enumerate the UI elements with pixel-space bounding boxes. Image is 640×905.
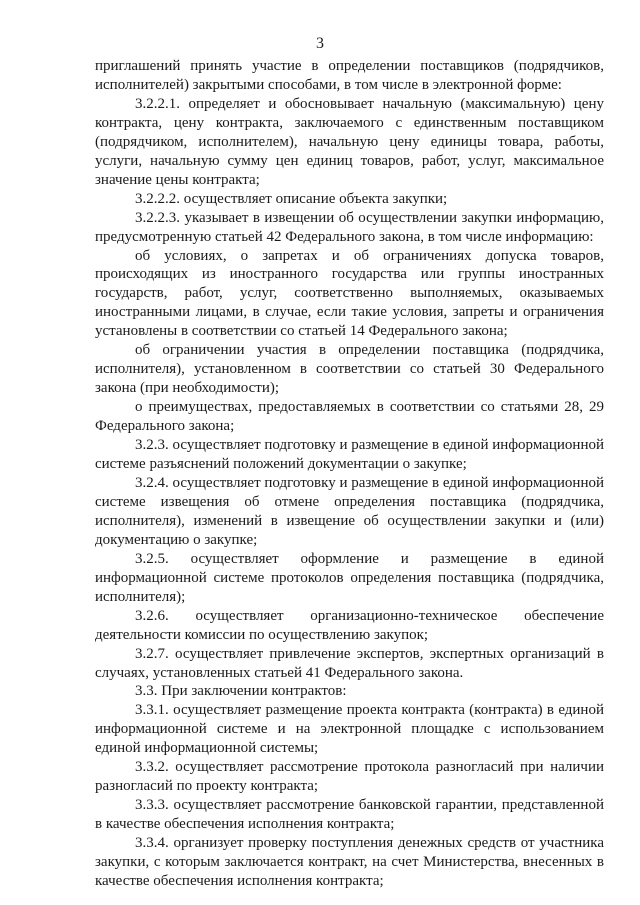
paragraph-3-2-2-2: 3.2.2.2. осуществляет описание объекта закупки; — [135, 190, 448, 207]
paragraph-advantages: о преимуществах, предоставляемых в соответствии со статьями 28, 29 Федерального закона; — [95, 399, 604, 435]
paragraph-3-2-4: 3.2.4. осуществляет подготовку и размещение в единой информационной системе извещения об отмене определения поставщика (подрядчика, исполнителя), изменений в извещение об осуществлении закупки и (или) документацию о закупке; — [95, 474, 604, 548]
paragraph-continuation: приглашений принять участие в определении поставщиков (подрядчиков, исполнителей) закрытыми способами, в том числе в электронной форме: — [95, 58, 604, 93]
paragraph-3-2-3: 3.2.3. осуществляет подготовку и размещение в единой информационной системе разъяснений положений документации о закупке; — [95, 437, 604, 473]
paragraph-3-2-5: 3.2.5. осуществляет оформление и размещение в единой информационной системе протоколов определения поставщика (подрядчика, исполнителя); — [95, 550, 604, 605]
document-body — [95, 57, 604, 891]
paragraph-conditions: об условиях, о запретах и об ограничениях допуска товаров, происходящих из иностранного государства или группы иностранных государств, работ, услуг, соответственно выполняемых, оказываемых иностранными лицами, в случае, если такие условия, запреты и ограничения установлены в соответствии со статьей 14 Федерального закона; — [95, 247, 604, 340]
paragraph-3-2-7: 3.2.7. осуществляет привлечение экспертов, экспертных организаций в случаях, установленных статьей 41 Федерального закона. — [95, 645, 604, 681]
paragraph-3-2-2-1: 3.2.2.1. определяет и обосновывает начальную (максимальную) цену контракта, цену контракта, заключаемого с единственным поставщиком (подрядчиком, исполнителем), начальную цену единицы товара, работы, услуги, начальную сумму цен единиц товаров, работ, услуг, максимальное значение цены контракта; — [95, 95, 604, 188]
paragraph-3-2-6: 3.2.6. осуществляет организационно-техническое обеспечение деятельности комиссии по осуществлению закупок; — [95, 607, 604, 643]
section-heading-3-3: 3.3. При заключении контрактов: — [135, 683, 347, 700]
paragraph-3-3-3: 3.3.3. осуществляет рассмотрение банковской гарантии, представленной в качестве обеспечения исполнения контракта; — [95, 797, 604, 833]
paragraph-restriction: об ограничении участия в определении поставщика (подрядчика, исполнителя), установленном в соответствии со статьей 30 Федерального закона (при необходимости); — [95, 342, 604, 397]
paragraph-3-3-2: 3.3.2. осуществляет рассмотрение протокола разногласий при наличии разногласий по проекту контракта; — [95, 759, 604, 795]
paragraph-3-2-2-3: 3.2.2.3. указывает в извещении об осуществлении закупки информацию, предусмотренную статьей 42 Федерального закона, в том числе информацию: — [95, 209, 604, 245]
paragraph-3-3-4: 3.3.4. организует проверку поступления денежных средств от участника закупки, с которым заключается контракт, на счет Министерства, внесенных в качестве обеспечения исполнения контракта; — [95, 835, 604, 889]
page-number: 3 — [316, 35, 324, 52]
paragraph-3-3-1: 3.3.1. осуществляет размещение проекта контракта (контракта) в единой информационной системе и на электронной площадке с использованием единой информационной системы; — [95, 702, 604, 757]
